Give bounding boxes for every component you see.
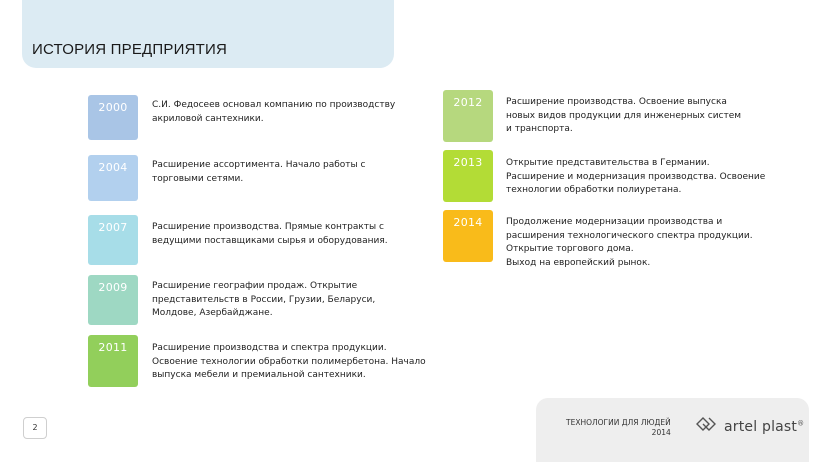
- milestone-text-line: С.И. Федосеев основал компанию по производству: [152, 100, 396, 110]
- year-badge: 2004: [88, 155, 138, 201]
- milestone-text-line: представительств в России, Грузии, Беларуси,: [152, 294, 376, 305]
- milestone-text-line: и транспорта.: [506, 124, 573, 134]
- milestone-description: [152, 342, 426, 383]
- milestone-text-line: Расширение производства. Прямые контракты с: [152, 222, 384, 232]
- milestone-description: [152, 99, 395, 126]
- milestone-text-line: Расширение производства и спектра продукции.: [152, 343, 387, 353]
- year-badge: 2012: [443, 90, 493, 142]
- milestone-text-line: торговыми сетями.: [152, 173, 244, 184]
- milestone-text-line: Расширение и модернизация производства. Освоение: [506, 171, 766, 182]
- year-badge: 2013: [443, 150, 493, 202]
- year-badge: 2007: [88, 215, 138, 265]
- slogan-text: ТЕХНОЛОГИИ ДЛЯ ЛЮДЕЙ: [566, 418, 671, 427]
- milestone-text-line: новых видов продукции для инженерных систем: [506, 110, 742, 121]
- brand-name: artel plast®: [724, 418, 805, 435]
- milestone-text-line: Расширение производства. Освоение выпуска: [506, 97, 727, 107]
- milestone-text-line: Молдове, Азербайджане.: [152, 308, 273, 318]
- milestone-text-line: технологии обработки полиуретана.: [506, 185, 682, 195]
- milestone-text-line: расширения технологического спектра продукции.: [506, 230, 753, 241]
- footer-panel: [536, 398, 809, 462]
- footer-slogan: [566, 418, 671, 438]
- page-title: ИСТОРИЯ ПРЕДПРИЯТИЯ: [32, 41, 227, 58]
- page-number: 2: [23, 417, 47, 439]
- milestone-text-line: Продолжение модернизации производства и: [506, 217, 723, 227]
- year-badge: 2000: [88, 95, 138, 140]
- milestone-description: [152, 221, 388, 248]
- milestone-description: [506, 96, 741, 137]
- year-badge: 2014: [443, 210, 493, 262]
- year-badge: 2011: [88, 335, 138, 387]
- milestone-description: [152, 159, 365, 186]
- milestone-text-line: акриловой сантехники.: [152, 113, 264, 124]
- slogan-year: 2014: [651, 428, 671, 437]
- year-badge: 2009: [88, 275, 138, 325]
- milestone-text-line: Расширение географии продаж. Открытие: [152, 281, 358, 291]
- artel-plast-logo-icon: [696, 416, 720, 437]
- milestone-text-line: Открытие представительства в Германии.: [506, 158, 710, 168]
- milestone-description: [506, 157, 765, 198]
- milestone-text-line: Расширение ассортимента. Начало работы с: [152, 160, 366, 170]
- milestone-text-line: Освоение технологии обработки полимербетона. Начало: [152, 356, 426, 367]
- milestone-description: [152, 280, 375, 321]
- milestone-text-line: ведущими поставщиками сырья и оборудования.: [152, 235, 388, 246]
- milestone-text-line: выпуска мебели и премиальной сантехники.: [152, 370, 366, 380]
- milestone-text-line: Открытие торгового дома.: [506, 244, 634, 254]
- milestone-text-line: Выход на европейский рынок.: [506, 257, 651, 268]
- brand-logo: [696, 416, 804, 437]
- milestone-description: [506, 216, 753, 270]
